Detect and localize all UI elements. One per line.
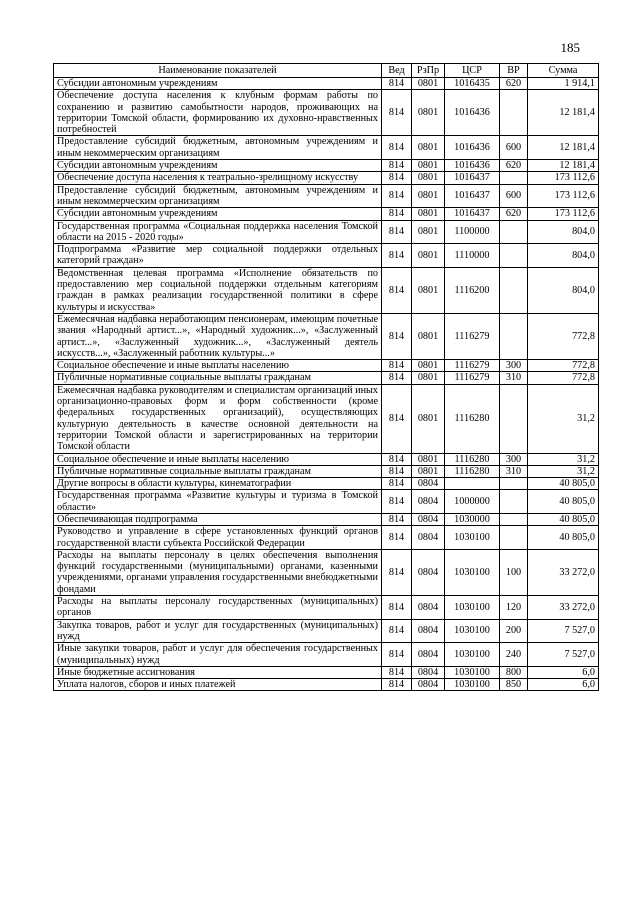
cell-csr: 1030100 xyxy=(445,619,500,643)
cell-name: Предоставление субсидий бюджетным, автономным учреждениям и иным некоммерческим организациям xyxy=(54,136,382,160)
table-row xyxy=(54,465,599,477)
cell-rzpr: 0801 xyxy=(412,465,445,477)
cell-ved: 814 xyxy=(382,208,412,220)
cell-name: Иные бюджетные ассигнования xyxy=(54,666,382,678)
table-row xyxy=(54,160,599,172)
cell-ved: 814 xyxy=(382,478,412,490)
cell-csr: 1100000 xyxy=(445,220,500,244)
cell-name: Государственная программа «Развитие культуры и туризма в Томской области» xyxy=(54,490,382,514)
cell-name: Публичные нормативные социальные выплаты гражданам xyxy=(54,372,382,384)
cell-name: Обеспечивающая подпрограмма xyxy=(54,513,382,525)
cell-rzpr: 0801 xyxy=(412,453,445,465)
cell-name: Субсидии автономным учреждениям xyxy=(54,208,382,220)
cell-ved: 814 xyxy=(382,90,412,136)
cell-csr: 1000000 xyxy=(445,490,500,514)
cell-rzpr: 0804 xyxy=(412,478,445,490)
cell-sum: 173 112,6 xyxy=(528,172,599,184)
cell-vr: 200 xyxy=(500,619,528,643)
cell-rzpr: 0804 xyxy=(412,549,445,595)
cell-vr: 120 xyxy=(500,596,528,620)
cell-sum: 173 112,6 xyxy=(528,208,599,220)
cell-ved: 814 xyxy=(382,78,412,90)
cell-ved: 814 xyxy=(382,244,412,268)
table-row xyxy=(54,513,599,525)
cell-rzpr: 0804 xyxy=(412,596,445,620)
cell-ved: 814 xyxy=(382,490,412,514)
cell-rzpr: 0801 xyxy=(412,220,445,244)
table-row xyxy=(54,453,599,465)
cell-sum: 40 805,0 xyxy=(528,490,599,514)
cell-rzpr: 0801 xyxy=(412,360,445,372)
cell-vr xyxy=(500,220,528,244)
table-row xyxy=(54,619,599,643)
table-row xyxy=(54,360,599,372)
cell-name: Ведомственная целевая программа «Исполнение обязательств по предоставлению мер социальной поддержки отдельным категориям граждан в рамках реализации государственной политики в сфере культуры и искусства» xyxy=(54,267,382,313)
cell-csr: 1016435 xyxy=(445,78,500,90)
cell-sum: 12 181,4 xyxy=(528,160,599,172)
cell-csr: 1116279 xyxy=(445,360,500,372)
cell-vr: 620 xyxy=(500,78,528,90)
cell-rzpr: 0804 xyxy=(412,526,445,550)
cell-csr: 1016436 xyxy=(445,160,500,172)
cell-csr: 1016437 xyxy=(445,172,500,184)
cell-sum: 40 805,0 xyxy=(528,526,599,550)
cell-name: Другие вопросы в области культуры, кинематографии xyxy=(54,478,382,490)
cell-name: Закупка товаров, работ и услуг для государственных (муниципальных) нужд xyxy=(54,619,382,643)
cell-sum: 173 112,6 xyxy=(528,184,599,208)
cell-name: Публичные нормативные социальные выплаты гражданам xyxy=(54,465,382,477)
cell-name: Предоставление субсидий бюджетным, автономным учреждениям и иным некоммерческим организациям xyxy=(54,184,382,208)
cell-csr: 1116279 xyxy=(445,372,500,384)
cell-csr xyxy=(445,478,500,490)
cell-name: Расходы на выплаты персоналу государственных (муниципальных) органов xyxy=(54,596,382,620)
cell-csr: 1030100 xyxy=(445,596,500,620)
cell-vr xyxy=(500,90,528,136)
cell-vr xyxy=(500,244,528,268)
cell-vr xyxy=(500,267,528,313)
table-row xyxy=(54,78,599,90)
cell-vr: 620 xyxy=(500,208,528,220)
cell-ved: 814 xyxy=(382,184,412,208)
budget-table xyxy=(53,63,599,691)
cell-vr xyxy=(500,513,528,525)
cell-sum: 6,0 xyxy=(528,679,599,691)
table-row xyxy=(54,526,599,550)
cell-sum: 772,8 xyxy=(528,313,599,359)
cell-sum: 772,8 xyxy=(528,360,599,372)
cell-rzpr: 0801 xyxy=(412,78,445,90)
cell-name: Ежемесячная надбавка неработающим пенсионерам, имеющим почетные звания «Народный артист...», «Народный художник...», «Заслуженный артист...», «Заслуженный художник...», «Заслуженный деятель искусств...», «Заслуженный работник культуры...» xyxy=(54,313,382,359)
cell-ved: 814 xyxy=(382,360,412,372)
cell-sum: 12 181,4 xyxy=(528,136,599,160)
cell-name: Субсидии автономным учреждениям xyxy=(54,160,382,172)
cell-rzpr: 0801 xyxy=(412,267,445,313)
table-row xyxy=(54,136,599,160)
cell-vr xyxy=(500,384,528,453)
cell-vr xyxy=(500,313,528,359)
cell-vr: 300 xyxy=(500,360,528,372)
cell-name: Уплата налогов, сборов и иных платежей xyxy=(54,679,382,691)
cell-sum: 804,0 xyxy=(528,267,599,313)
cell-ved: 814 xyxy=(382,136,412,160)
cell-vr: 310 xyxy=(500,465,528,477)
table-row xyxy=(54,90,599,136)
table-header-row xyxy=(54,64,599,78)
header-ved: Вед xyxy=(382,64,412,78)
cell-ved: 814 xyxy=(382,220,412,244)
cell-rzpr: 0801 xyxy=(412,160,445,172)
cell-rzpr: 0801 xyxy=(412,90,445,136)
table-row xyxy=(54,372,599,384)
cell-csr: 1030000 xyxy=(445,513,500,525)
cell-vr: 600 xyxy=(500,136,528,160)
cell-csr: 1116280 xyxy=(445,453,500,465)
cell-rzpr: 0801 xyxy=(412,208,445,220)
cell-csr: 1030100 xyxy=(445,666,500,678)
table-row xyxy=(54,643,599,667)
cell-sum: 40 805,0 xyxy=(528,478,599,490)
cell-ved: 814 xyxy=(382,313,412,359)
cell-name: Обеспечение доступа населения к клубным формам работы по сохранению и развитию самобытности народов, проживающих на территории Томской области, формированию их духовно-нравственных потребностей xyxy=(54,90,382,136)
cell-vr xyxy=(500,172,528,184)
cell-vr: 240 xyxy=(500,643,528,667)
cell-csr: 1016437 xyxy=(445,184,500,208)
cell-csr: 1116200 xyxy=(445,267,500,313)
cell-csr: 1016436 xyxy=(445,90,500,136)
cell-vr: 100 xyxy=(500,549,528,595)
cell-vr: 850 xyxy=(500,679,528,691)
header-vr: ВР xyxy=(500,64,528,78)
cell-sum: 6,0 xyxy=(528,666,599,678)
table-row xyxy=(54,384,599,453)
header-sum: Сумма xyxy=(528,64,599,78)
cell-vr: 620 xyxy=(500,160,528,172)
cell-csr: 1030100 xyxy=(445,549,500,595)
cell-ved: 814 xyxy=(382,643,412,667)
cell-rzpr: 0801 xyxy=(412,184,445,208)
cell-sum: 33 272,0 xyxy=(528,596,599,620)
cell-rzpr: 0801 xyxy=(412,244,445,268)
cell-name: Расходы на выплаты персоналу в целях обеспечения выполнения функций государственными (муниципальными) органами, казенными учреждениями, органами управления государственными внебюджетными фондами xyxy=(54,549,382,595)
cell-rzpr: 0801 xyxy=(412,136,445,160)
cell-sum: 7 527,0 xyxy=(528,619,599,643)
cell-sum: 7 527,0 xyxy=(528,643,599,667)
cell-ved: 814 xyxy=(382,513,412,525)
cell-csr: 1116279 xyxy=(445,313,500,359)
cell-ved: 814 xyxy=(382,619,412,643)
cell-ved: 814 xyxy=(382,160,412,172)
cell-rzpr: 0801 xyxy=(412,384,445,453)
cell-rzpr: 0801 xyxy=(412,313,445,359)
cell-ved: 814 xyxy=(382,267,412,313)
cell-vr: 300 xyxy=(500,453,528,465)
cell-name: Социальное обеспечение и иные выплаты населению xyxy=(54,453,382,465)
table-row xyxy=(54,596,599,620)
cell-name: Обеспечение доступа населения к театрально-зрелищному искусству xyxy=(54,172,382,184)
table-body xyxy=(54,78,599,691)
cell-csr: 1016436 xyxy=(445,136,500,160)
table-row xyxy=(54,172,599,184)
table-row xyxy=(54,666,599,678)
cell-vr: 800 xyxy=(500,666,528,678)
cell-rzpr: 0804 xyxy=(412,679,445,691)
cell-rzpr: 0804 xyxy=(412,619,445,643)
cell-sum: 804,0 xyxy=(528,220,599,244)
cell-name: Государственная программа «Социальная поддержка населения Томской области на 2015 - 2020 годы» xyxy=(54,220,382,244)
cell-ved: 814 xyxy=(382,453,412,465)
cell-sum: 772,8 xyxy=(528,372,599,384)
cell-sum: 804,0 xyxy=(528,244,599,268)
cell-csr: 1116280 xyxy=(445,384,500,453)
table-row xyxy=(54,490,599,514)
table-row xyxy=(54,220,599,244)
cell-csr: 1016437 xyxy=(445,208,500,220)
cell-ved: 814 xyxy=(382,465,412,477)
cell-sum: 1 914,1 xyxy=(528,78,599,90)
cell-sum: 31,2 xyxy=(528,453,599,465)
cell-rzpr: 0804 xyxy=(412,490,445,514)
cell-ved: 814 xyxy=(382,679,412,691)
cell-ved: 814 xyxy=(382,372,412,384)
header-csr: ЦСР xyxy=(445,64,500,78)
table-row xyxy=(54,208,599,220)
cell-ved: 814 xyxy=(382,384,412,453)
cell-csr: 1030100 xyxy=(445,526,500,550)
table-row xyxy=(54,549,599,595)
cell-name: Ежемесячная надбавка руководителям и специалистам организаций иных организационно-правовых форм и форм собственности (кроме федеральных государственных организаций), осуществляющих культурную деятельность в качестве основной деятельности на территории Томской области и зарегистрированных на территории Томской области xyxy=(54,384,382,453)
table-row xyxy=(54,679,599,691)
cell-name: Социальное обеспечение и иные выплаты населению xyxy=(54,360,382,372)
cell-name: Иные закупки товаров, работ и услуг для обеспечения государственных (муниципальных) нужд xyxy=(54,643,382,667)
cell-ved: 814 xyxy=(382,596,412,620)
cell-rzpr: 0804 xyxy=(412,666,445,678)
cell-vr: 600 xyxy=(500,184,528,208)
cell-csr: 1110000 xyxy=(445,244,500,268)
header-name: Наименование показателей xyxy=(54,64,382,78)
table-row xyxy=(54,267,599,313)
cell-vr: 310 xyxy=(500,372,528,384)
cell-rzpr: 0801 xyxy=(412,172,445,184)
header-rzpr: РзПр xyxy=(412,64,445,78)
cell-sum: 40 805,0 xyxy=(528,513,599,525)
cell-sum: 12 181,4 xyxy=(528,90,599,136)
cell-csr: 1030100 xyxy=(445,679,500,691)
cell-vr xyxy=(500,478,528,490)
cell-rzpr: 0801 xyxy=(412,372,445,384)
cell-ved: 814 xyxy=(382,172,412,184)
cell-name: Руководство и управление в сфере установленных функций органов государственной власти субъекта Российской Федерации xyxy=(54,526,382,550)
cell-name: Подпрограмма «Развитие мер социальной поддержки отдельных категорий граждан» xyxy=(54,244,382,268)
cell-sum: 31,2 xyxy=(528,384,599,453)
cell-sum: 33 272,0 xyxy=(528,549,599,595)
cell-csr: 1116280 xyxy=(445,465,500,477)
table-row xyxy=(54,478,599,490)
table-row xyxy=(54,313,599,359)
cell-ved: 814 xyxy=(382,666,412,678)
cell-ved: 814 xyxy=(382,526,412,550)
cell-sum: 31,2 xyxy=(528,465,599,477)
cell-rzpr: 0804 xyxy=(412,513,445,525)
cell-ved: 814 xyxy=(382,549,412,595)
cell-vr xyxy=(500,526,528,550)
cell-name: Субсидии автономным учреждениям xyxy=(54,78,382,90)
table-row xyxy=(54,184,599,208)
cell-csr: 1030100 xyxy=(445,643,500,667)
cell-vr xyxy=(500,490,528,514)
page-number: 185 xyxy=(560,40,580,55)
cell-rzpr: 0804 xyxy=(412,643,445,667)
table-row xyxy=(54,244,599,268)
